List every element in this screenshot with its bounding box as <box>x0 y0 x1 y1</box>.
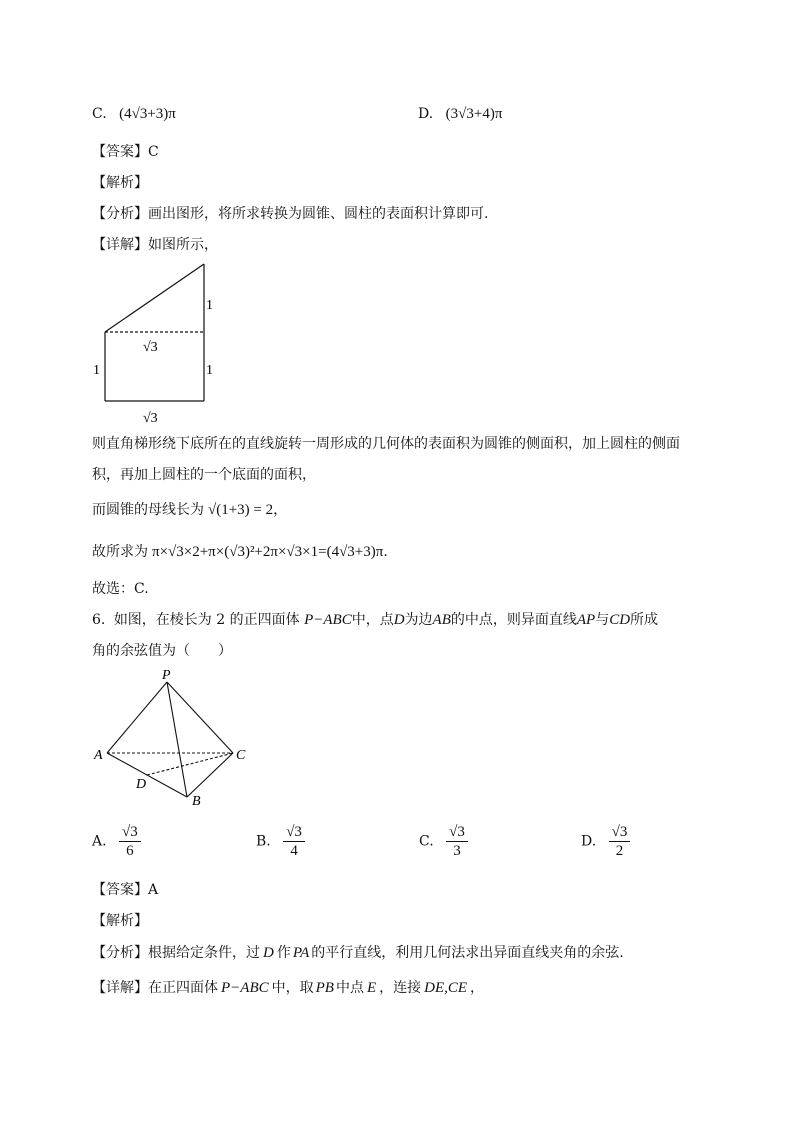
q6-analysis-tag: 【解析】 <box>92 913 148 929</box>
surface-area-expression: π×√3×2+π×(√3)²+2π×√3×1=(4√3+3)π <box>152 544 384 560</box>
option-c: C. (4√3+3)π <box>92 106 176 122</box>
generatrix-expression: √(1+3) = 2 <box>208 502 274 518</box>
edge-pb <box>167 682 187 797</box>
vertex-p-label: P <box>162 668 171 683</box>
label-top-right: 1 <box>206 298 213 313</box>
q6-stem-line2: 角的余弦值为（ ） <box>92 643 232 659</box>
label-middle-dash: √3 <box>143 340 158 355</box>
q5-body-line4: 故所求为 π×√3×2+π×(√3)²+2π×√3×1=(4√3+3)π. <box>92 544 388 560</box>
q6-fenxi: 【分析】根据给定条件，过 D 作 PA 的平行直线，利用几何法求出异面直线夹角的余弦. <box>92 945 624 961</box>
edge-pc <box>167 682 233 753</box>
segment-cd-hidden <box>147 753 233 775</box>
q5-answer: 【答案】C <box>92 144 159 160</box>
q5-body-line2: 积，再加上圆柱的一个底面的面积， <box>92 467 316 483</box>
q5-analysis-tag: 【解析】 <box>92 175 148 191</box>
option-d-expression: (3√3+4)π <box>445 106 503 122</box>
q5-body-line3: 而圆锥的母线长为 √(1+3) = 2， <box>92 502 288 518</box>
edge-pa <box>107 682 167 753</box>
option-c-expression: (4√3+3)π <box>119 106 176 122</box>
q5-fenxi: 【分析】画出图形，将所求转换为圆锥、圆柱的表面积计算即可. <box>92 206 489 222</box>
q6-option-b: B. $\frac{√3}{4}$ <box>256 823 305 860</box>
vertex-c-label: C <box>236 748 246 763</box>
label-left: 1 <box>93 363 100 378</box>
q5-choose: 故选：C. <box>92 581 149 597</box>
label-bottom-right: 1 <box>206 363 213 378</box>
vertex-a-label: A <box>94 748 103 763</box>
tetrahedron-figure <box>88 666 258 812</box>
vertex-b-label: B <box>192 794 201 809</box>
q6-stem-line1: 6. 如图，在棱长为 2 的正四面体 P−ABC中，点D为边AB的中点，则异面直线AP与CD所成 <box>92 612 659 628</box>
q5-detail: 【详解】如图所示， <box>92 237 218 253</box>
label-bottom: √3 <box>143 411 158 426</box>
edge-cb <box>187 753 233 797</box>
trapezoid-figure <box>85 258 225 430</box>
point-d-label: D <box>136 777 147 792</box>
q6-option-c: C. $\frac{√3}{3}$ <box>419 823 468 860</box>
q6-detail: 【详解】在正四面体 P−ABC 中，取 PB 中点 E ，连接 DE,CE ， <box>92 980 485 996</box>
option-d: D. (3√3+4)π <box>418 106 503 122</box>
q6-option-a: A. $\frac{√3}{6}$ <box>92 823 141 860</box>
q5-body-line1: 则直角梯形绕下底所在的直线旋转一周形成的几何体的表面积为圆锥的侧面积，加上圆柱的侧面 <box>92 436 680 452</box>
trapezoid-slant-edge <box>105 264 204 332</box>
q6-option-d: D. $\frac{√3}{2}$ <box>581 823 630 860</box>
q6-answer: 【答案】A <box>92 882 159 898</box>
